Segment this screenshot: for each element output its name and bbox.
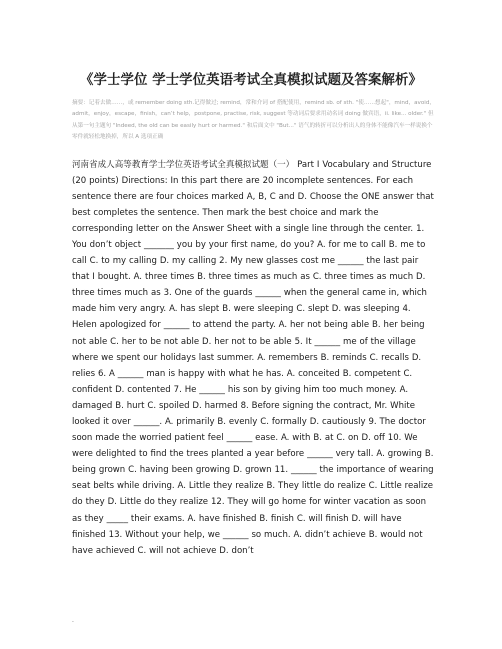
page-title: 《学士学位 学士学位英语考试全真模拟试题及答案解析》 [79,72,423,88]
exam-body-text: 河南省成人高等教育学士学位英语考试全真模拟试题（一） Part I Vocabulary and Structure (20 points) Directions: In this part there are 20 incomplete sentences. For each sentence there are four choices marked A, B, C and D. Choose the ONE answer that best completes the sentence. Then mark the best choice and mark the corresponding letter on the Answer Sheet with a single line through the center. 1. You don’t object _______ you by your first name, do you? A. for me to call B. me to call C. to my calling D. my calling 2. My new glasses cost me ______ the last pair that I bought. A. three times B. three times as much as C. three times as much D. three times much as 3. One of the guards ______ when the general came in, which made him very angry. A. has slept B. were sleeping C. slept D. was sleeping 4. Helen apologized for ______ to attend the party. A. her not being able B. her being not able C. her to be not able D. her not to be able 5. It ______ me of the village where we spent our holidays last summer. A. remembers B. reminds C. recalls D. relies 6. A ______ man is happy with what he has. A. conceited B. competent C. confident D. contented 7. He ______ his son by giving him too much money. A. damaged B. hurt C. spoiled D. harmed 8. Before signing the contract, Mr. White looked it over ______. A. primarily B. evenly C. formally D. cautiously 9. The doctor soon made the worried patient feel ______ ease. A. with B. at C. on D. off 10. We were delighted to find the trees planted a year before ______ very tall. A. growing B. being grown C. having been growing D. grown 11. ______ the importance of wearing seat belts while driving. A. Little they realize B. They little do realize C. Little realize do they D. Little do they realize 12. They will go home for winter vacation as soon as they _____ their exams. A. have finished B. finish C. will finish D. will have finished 13. Without your help, we ______ so much. A. didn’t achieve B. would not have achieved C. will not achieve D. don’t [72,159,434,556]
footer-mark: . [72,617,74,624]
abstract-text: 摘要：记着去做……，或 remember doing sth.记得做过; remind，常和介词 of 搭配使用，remind sb. of sth. "使……想起"，mind，avoid，admit，enjoy，escape，finish，can’t help，postpone, practise, risk, suggest 等动词后要求用动名词 doing 做宾语，ii. like... older." 但从第一句主题句 "Indeed, the old can be easily hurt or harmed." 和后面文中 "But..." 语气的转折可以分析出人的身体不能像汽车一样说换个零件就轻松地换掉，所以 A 选项正确 [72,100,435,140]
